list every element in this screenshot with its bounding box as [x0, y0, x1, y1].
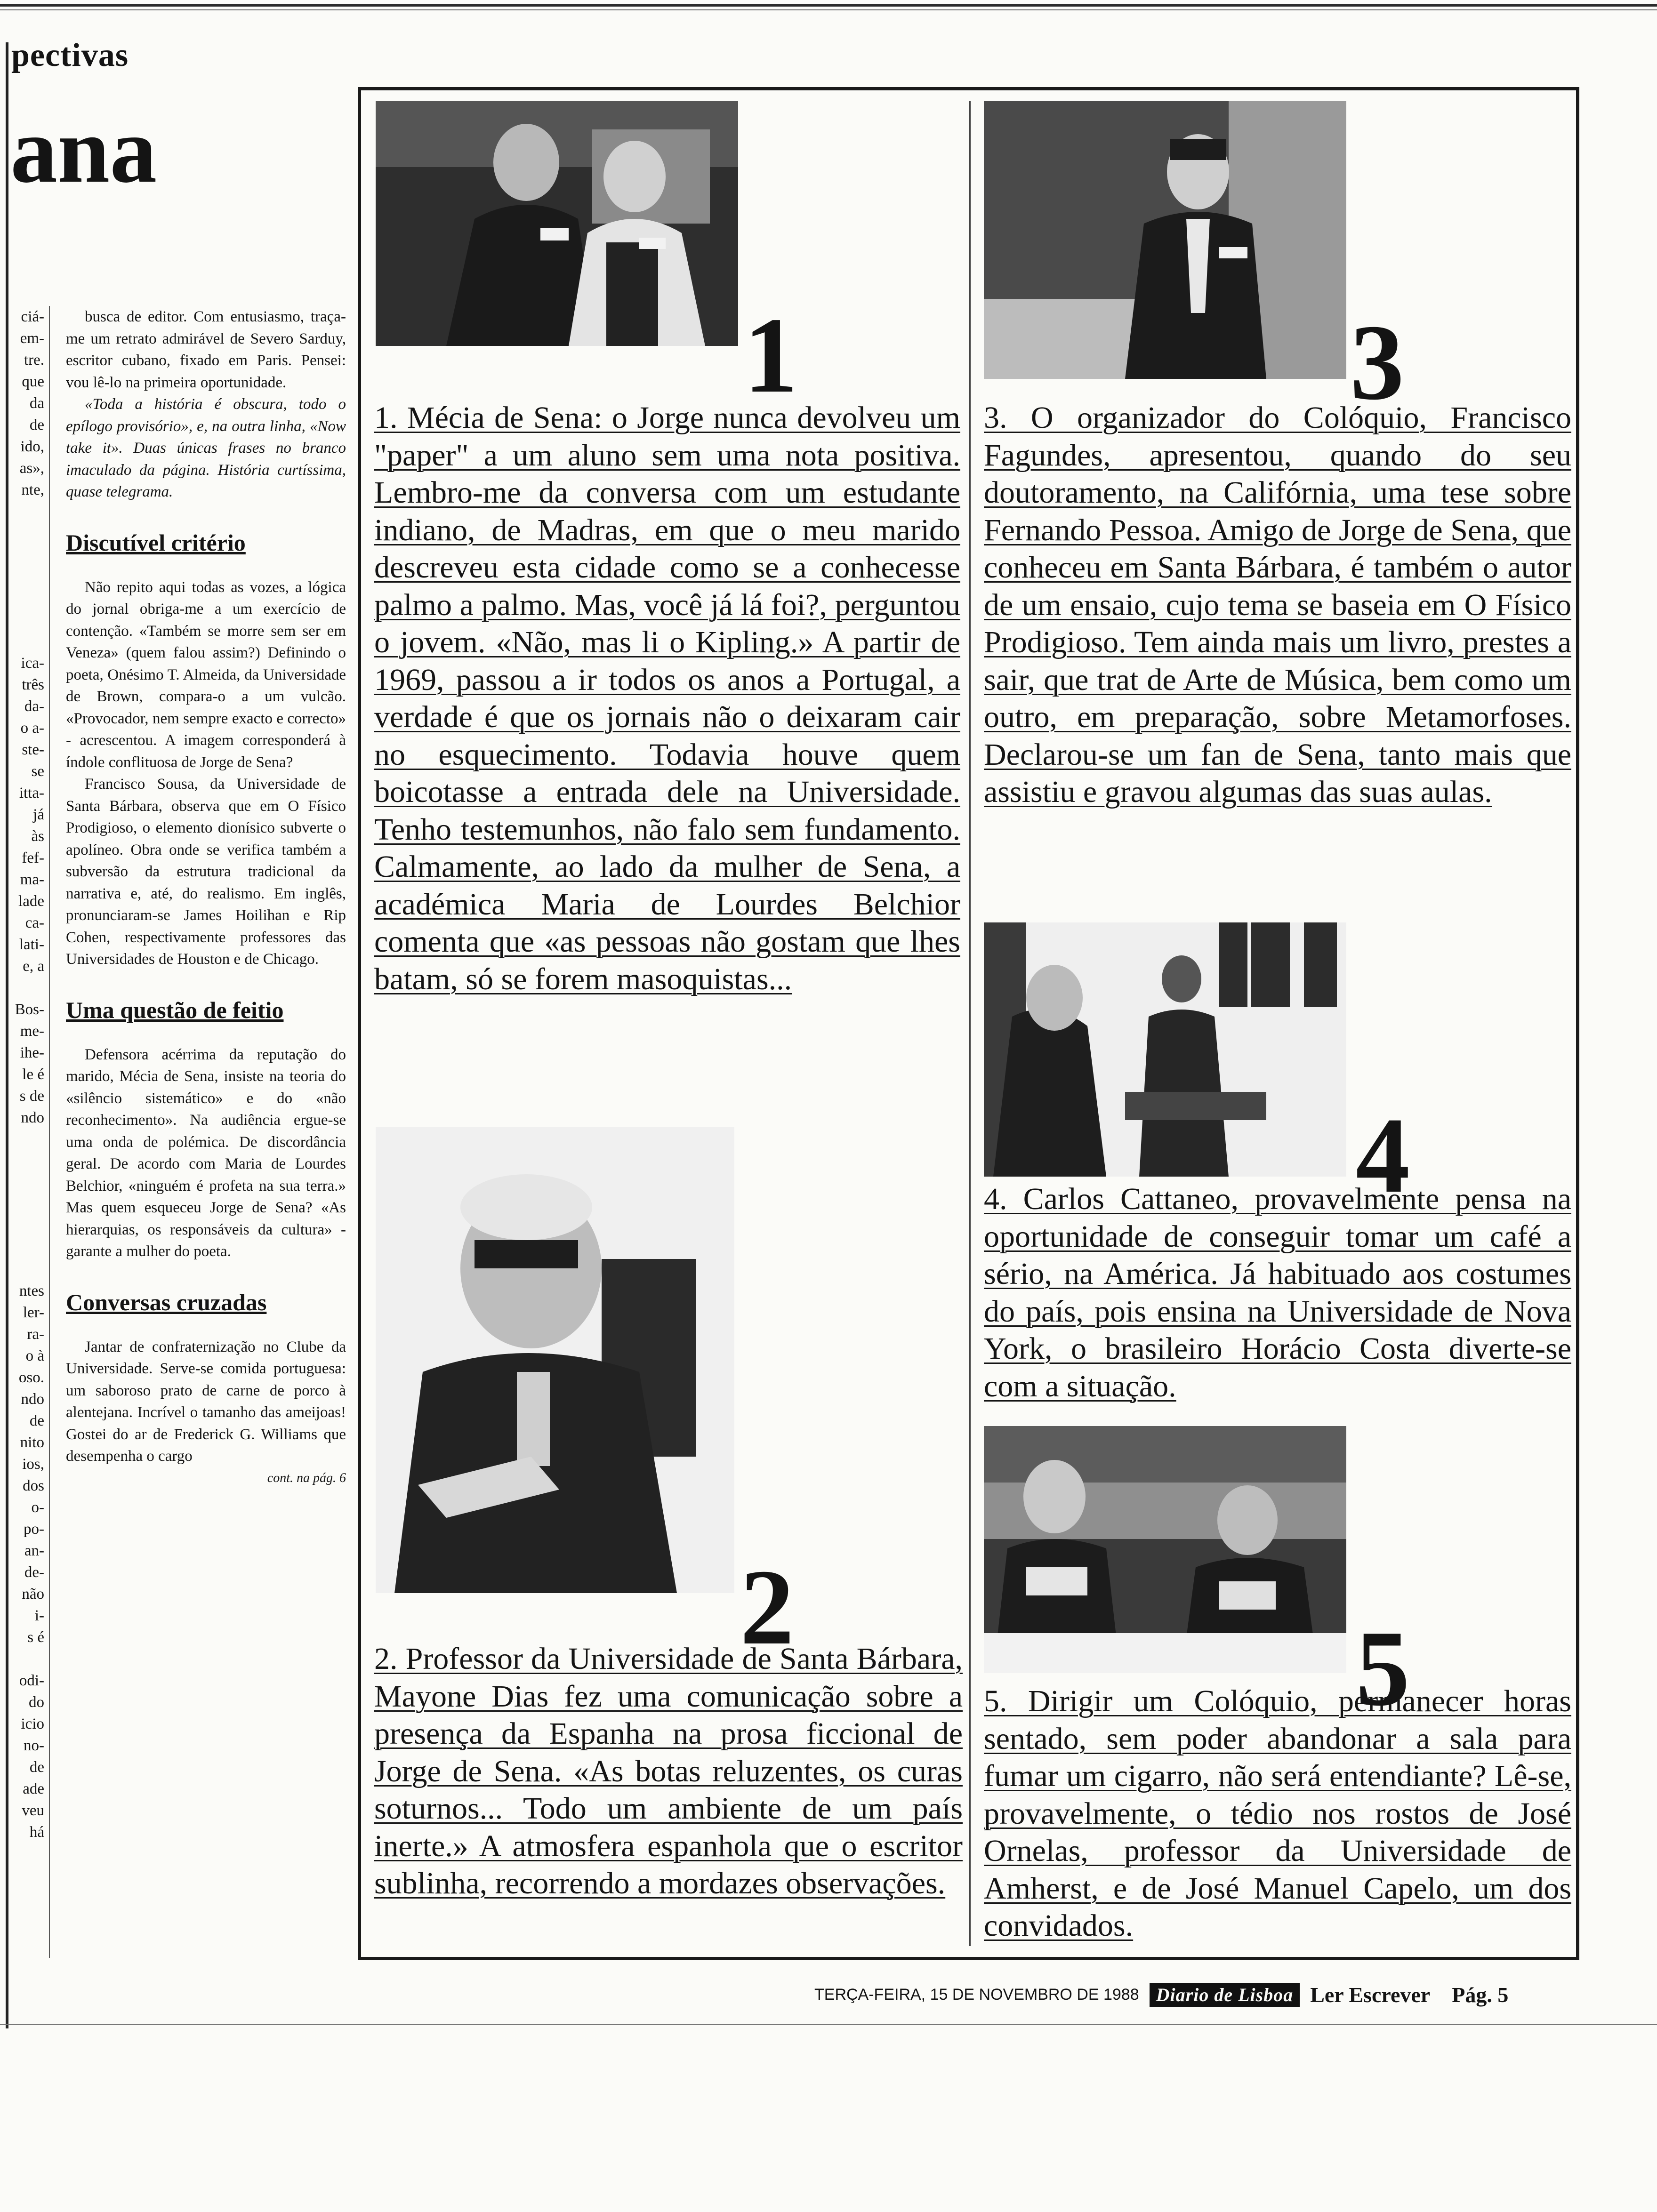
top-rule — [0, 4, 1657, 7]
fragment-line: lati- — [19, 936, 44, 953]
fragment-line: de — [29, 1759, 44, 1776]
fragment-line: itta- — [19, 785, 44, 801]
photo-number: 1 — [744, 295, 798, 415]
fragment-line: ma- — [20, 871, 44, 888]
section-heading: pectivas — [11, 37, 129, 73]
fragment-line: no- — [24, 1737, 44, 1754]
photo-caption: 1. Mécia de Sena: o Jorge nunca devolveu um "paper" a um aluno sem uma nota positiva. Lembro-me da conversa com um estudante indiano, de Madras, em que o meu marido descreveu esta cidade como se a conhecesse palmo a palmo. Mas, você já lá foi?, perguntou o jovem. «Não, mas li o Kipling.» A partir de 1969, passou a ir todos os anos a Portugal, a verdade é que os jornais não o deixaram cair no esquecimento. Todavia houve quem boicotasse a entrada dele na Universidade. Tenho testemunhos, não falo sem fundamento. Calmamente, ao lado da mulher de Sena, a académica Maria de Lourdes Belchior comenta que «as pessoas não gostam que lhes batam, só se forem masoquistas... — [374, 401, 960, 996]
fragment-line: ciá- — [21, 308, 44, 325]
bottom-rule — [0, 2024, 1657, 2025]
fragment-line — [7, 566, 44, 587]
photo-number: 2 — [740, 1547, 794, 1667]
article-column — [66, 306, 346, 1489]
fragment-line: odi- — [19, 1672, 44, 1689]
article-title-fragment: ana — [10, 98, 157, 202]
fragment-line: po- — [24, 1521, 44, 1538]
paragraph: busca de editor. Com entusiasmo, traça-me um retrato admirável de Severo Sarduy, escritor cubano, fixado em Paris. Pensei: vou lê-lo na primeira oportunidade. — [66, 308, 346, 391]
fragment-line: an- — [24, 1542, 44, 1559]
fragment-line: e, a — [23, 958, 44, 975]
photo-number: 4 — [1356, 1095, 1410, 1215]
fragment-line — [7, 1194, 44, 1215]
fragment-line: ra- — [27, 1326, 44, 1343]
fragment-line: icio — [21, 1715, 44, 1732]
subheading: Conversas cruzadas — [66, 1289, 267, 1315]
fragment-line: do — [29, 1694, 44, 1711]
fragment-line: oso. — [18, 1369, 44, 1386]
photo-caption: 5. Dirigir um Colóquio, permanecer horas sentado, sem poder abandonar a sala para fumar um cigarro, não será entendiante? Lê-se, provavelmente, o tédio nos rostos de José Ornelas, professor da Universidade de Amherst, e de José Manuel Capelo, um dos convidados. — [984, 1684, 1571, 1943]
fragment-line: lade — [18, 893, 44, 910]
fragment-line: da- — [24, 698, 44, 715]
fragment-line: já — [33, 806, 44, 823]
fragment-line — [7, 1258, 44, 1280]
fragment-line — [7, 1150, 44, 1172]
fragment-line: tre. — [24, 352, 44, 369]
paragraph-quote: «Toda a história é obscura, todo o epílogo provisório», e, na outra linha, «Now take it». Duas únicas frases no branco imaculado da página. História curtíssima, quase telegrama. — [66, 396, 346, 500]
paragraph: Francisco Sousa, da Universidade de Santa Bárbara, observa que em O Físico Prodigioso, o elemento dionísico subverte o apolíneo. Obra onde se verifica também a subversão da estrutura tradicional da narrativa e, até, do realismo. Em inglês, pronunciaram-se James Hoilihan e Rip Cohen, respectivamente professores das Universidades de Houston e de Chicago. — [66, 776, 346, 968]
fragment-line: veu — [22, 1802, 44, 1819]
photo-2-image — [376, 1127, 734, 1593]
continuation-note: cont. na pág. 6 — [267, 1470, 346, 1485]
fragment-line: em- — [20, 330, 44, 347]
fragment-line: dos — [23, 1477, 44, 1494]
fragment-line: s de — [19, 1088, 44, 1105]
fragment-line — [7, 1215, 44, 1237]
fragment-line: três — [22, 676, 44, 693]
fragment-line — [7, 609, 44, 631]
subheading: Discutível critério — [66, 529, 246, 556]
fragment-line — [7, 522, 44, 544]
fragment-line: ndo — [21, 1391, 44, 1408]
cut-off-column — [7, 306, 44, 1843]
footer-date: TERÇA-FEIRA, 15 DE NOVEMBRO DE 1988 — [814, 1986, 1139, 2004]
fragment-line: de — [29, 417, 44, 433]
fragment-line: de — [29, 1412, 44, 1429]
photo-4-image — [984, 922, 1346, 1177]
photo-3-image — [984, 101, 1346, 379]
photo-caption: 4. Carlos Cattaneo, provavelmente pensa na oportunidade de conseguir tomar um café a sério, na América. Já habituado aos costumes do país, pois ensina na Universidade de Nova York, o brasileiro Horácio Costa diverte-se com a situação. — [984, 1182, 1571, 1403]
column-divider — [49, 306, 50, 1958]
fragment-line: o- — [31, 1499, 44, 1516]
fragment-line: le é — [22, 1066, 44, 1083]
fragment-line: ihe- — [20, 1044, 44, 1061]
paragraph: Não repito aqui todas as vozes, a lógica do jornal obriga-me a um exercício de contenção. «Também se morre sem ser em Veneza» (quem falou assim?) Definindo o poeta, Onésimo T. Almeida, da Universidade de Brown, compara-o a um vulcão. «Provocador, nem sempre exacto e correcto» - acrescentou. A imagem corresponderá à índole conflituosa de Jorge de Sena? — [66, 578, 346, 771]
footer-section: Ler Escrever — [1310, 1983, 1431, 2007]
photo-caption: 3. O organizador do Colóquio, Francisco Fagundes, apresentou, quando do seu doutoramento, na Califórnia, uma tese sobre Fernando Pessoa. Amigo de Jorge de Sena, que conheceu em Santa Bárbara, é também o autor de um ensaio, cujo tema se baseia em O Físico Prodigioso. Tem ainda mais um livro, prestes a sair, que trat de Arte de Música, bem como um outro, em preparação, sobre Metamorfoses. Declarou-se um fan de Sena, tanto mais que assistiu e gravou algumas das suas aulas. — [984, 401, 1571, 809]
fragment-line: o a- — [20, 720, 44, 737]
fragment-line: o à — [25, 1347, 44, 1364]
fragment-line — [7, 1129, 44, 1150]
fragment-line: ste- — [22, 741, 44, 758]
paragraph: Jantar de confraternização no Clube da Universidade. Serve-se comida portuguesa: um saboroso prato de carne de porco à alentejana. Incrível o tamanho das ameijoas! Gostei do ar de Frederick G. Williams que desempenha o cargo — [66, 1338, 346, 1465]
fragment-line — [7, 1237, 44, 1258]
fragment-line — [7, 977, 44, 999]
fragment-line: de- — [24, 1564, 44, 1581]
fragment-line: ca- — [25, 914, 44, 931]
fragment-line: que — [22, 373, 44, 390]
paragraph: Defensora acérrima da reputação do marido, Mécia de Sena, insiste na teoria do «silêncio sistemático» e do «não reconhecimento». Na audiência ergue-se uma onda de polémica. De discordância geral. De acordo com Maria de Lourdes Belchior, «ninguém é profeta na sua terra.» Mas quem esqueceu Jorge de Sena? «As hierarquias, os responsáveis da cultura» - garante a mulher do poeta. — [66, 1046, 346, 1260]
page-footer — [814, 1982, 1508, 2007]
fragment-line: me- — [20, 1023, 44, 1040]
fragment-line — [7, 631, 44, 652]
subheading: Uma questão de feitio — [66, 996, 284, 1023]
fragment-line: nte, — [21, 481, 44, 498]
fragment-line: ade — [23, 1780, 44, 1797]
fragment-line: ios, — [22, 1456, 44, 1473]
photo-number: 5 — [1356, 1608, 1410, 1728]
fragment-line — [7, 544, 44, 566]
top-rule-thin — [0, 9, 1657, 10]
fragment-line: s é — [27, 1629, 44, 1646]
fragment-line: Bos- — [15, 1001, 44, 1018]
photo-1-image — [376, 101, 738, 346]
fragment-line: nito — [20, 1434, 44, 1451]
fragment-line: ntes — [19, 1282, 44, 1299]
newspaper-masthead: Diario de Lisboa — [1150, 1983, 1300, 2007]
fragment-line: i- — [34, 1607, 44, 1624]
fragment-line: da — [29, 395, 44, 412]
fragment-line — [7, 587, 44, 609]
page-number: Pág. 5 — [1452, 1983, 1509, 2007]
fragment-line: ica- — [21, 655, 44, 672]
fragment-line: às — [31, 828, 44, 845]
fragment-line: as», — [19, 460, 44, 477]
fragment-line: fef- — [22, 850, 44, 866]
fragment-line: não — [22, 1586, 44, 1603]
photo-5-image — [984, 1426, 1346, 1673]
fragment-line — [7, 1172, 44, 1194]
fragment-line: ndo — [21, 1109, 44, 1126]
photo-caption: 2. Professor da Universidade de Santa Bárbara, Mayone Dias fez uma comunicação sobre a presença da Espanha na prosa ficcional de Jorge de Sena. «As botas reluzentes, os curas soturnos... Todo um ambiente de um país inerte.» A atmosfera espanhola que o escritor sublinha, recorrendo a mordazes observações. — [374, 1642, 963, 1900]
fragment-line: se — [31, 763, 44, 780]
photo-column-divider — [969, 101, 971, 1946]
fragment-line: ler- — [23, 1304, 44, 1321]
fragment-line: há — [29, 1824, 44, 1841]
fragment-line — [7, 1648, 44, 1670]
photo-number: 3 — [1350, 302, 1404, 422]
fragment-line — [7, 501, 44, 522]
fragment-line: ido, — [20, 438, 44, 455]
